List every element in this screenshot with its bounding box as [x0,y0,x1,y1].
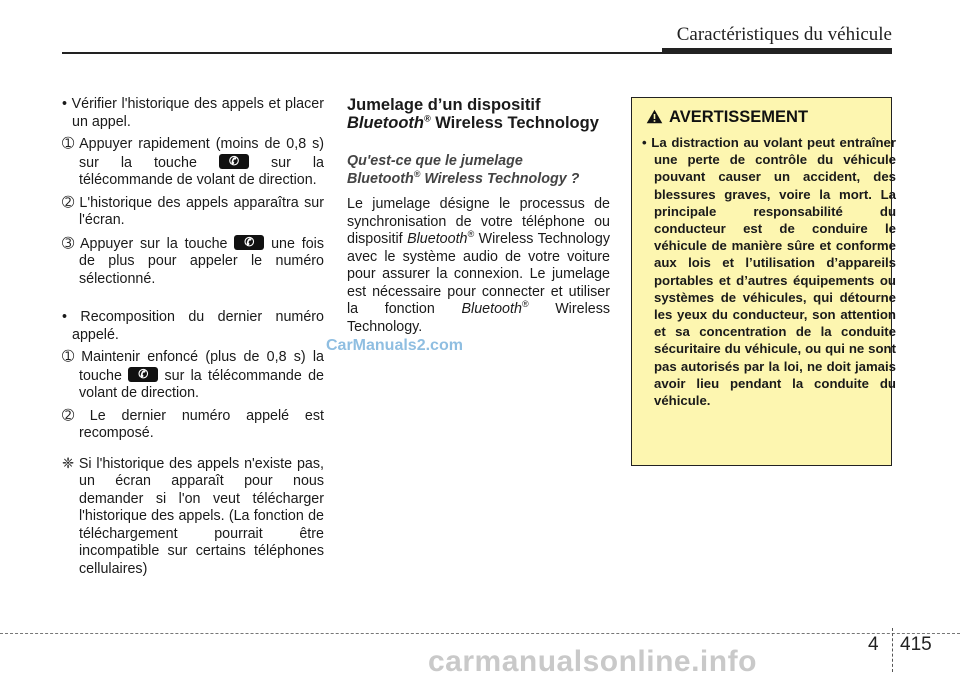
section-heading: Jumelage d’un dispositif Bluetooth® Wireless Technology [347,96,599,132]
header-bar [662,48,892,54]
warning-box [631,97,896,466]
step-press-again: ➂ Appuyer sur la touche ✆ une fois de plus pour appeler le numéro sélectionné. [62,234,324,287]
page-chapter: 4 [868,634,879,655]
footer-rule [0,633,960,634]
phone-call-key-icon: ✆ [219,154,249,169]
note-history-download: ❈ Si l'historique des appels n'existe pas, un écran apparaît pour nous demander si l'on veut télécharger l'historique des appels. (La fonction de téléchargement pourrait être incompatible sur certains téléphones cellulaires) [62,455,324,577]
step-history-displayed: ➁ L'historique des appels apparaîtra sur l'écran. [62,194,324,228]
page-number: 415 [900,634,932,655]
bullet-redial: • Recomposition du dernier numéro appelé. [62,309,324,343]
step-hold-key: ➀ Maintenir enfoncé (plus de 0,8 s) la touche ✆ sur la télécommande de volant de direction. [62,349,324,401]
left-column [62,96,324,583]
warning-title: AVERTISSEMENT [669,108,809,126]
phone-call-key-icon: ✆ [234,235,264,250]
step-press-key: ➀ Appuyer rapidement (moins de 0,8 s) sur la touche ✆ sur la télécommande de volant de direction. [62,136,324,188]
running-header-title: Caractéristiques du véhicule [676,24,892,45]
watermark-carmanuals: CarManuals2.com [326,337,463,354]
section-subheading: Qu'est-ce que le jumelage Bluetooth® Wireless Technology ? [347,153,580,187]
phone-call-key-icon: ✆ [128,367,158,382]
watermark-carmanualsonline: carmanualsonline.info [428,645,757,678]
warning-triangle-icon [646,109,663,124]
step-redialed: ➁ Le dernier numéro appelé est recomposé. [62,407,324,441]
right-column [347,96,610,336]
bullet-call-history: • Vérifier l'historique des appels et placer un appel. [62,96,324,130]
pairing-paragraph: Le jumelage désigne le processus de synchronisation de votre téléphone ou dispositif Bluetooth® Wireless Technology avec le système audio de votre voiture pour assurer la connexion. Le jumelage est nécessaire pour connecter et utiliser la fonction Bluetooth® Wireless Technology. [347,196,610,335]
footer-separator [892,628,893,672]
warning-header [646,108,808,127]
warning-text: • La distraction au volant peut entraîner une perte de contrôle du véhicule pouvant causer un accident, des blessures graves, voire la mort. La principale responsabilité du conducteur est de conduire le véhicule de manière sûre et conforme aux lois et l’utilisation d’appareils portables et d’autres équipements ou systèmes de véhicules, qui détourne les yeux du conducteur, son attention et sa concentration de la conduite sécuritaire du véhicule, ou qui ne sont pas autorisés par la loi, ne doit jamais avoir lieu pendant la conduite du véhicule. [642,135,896,409]
